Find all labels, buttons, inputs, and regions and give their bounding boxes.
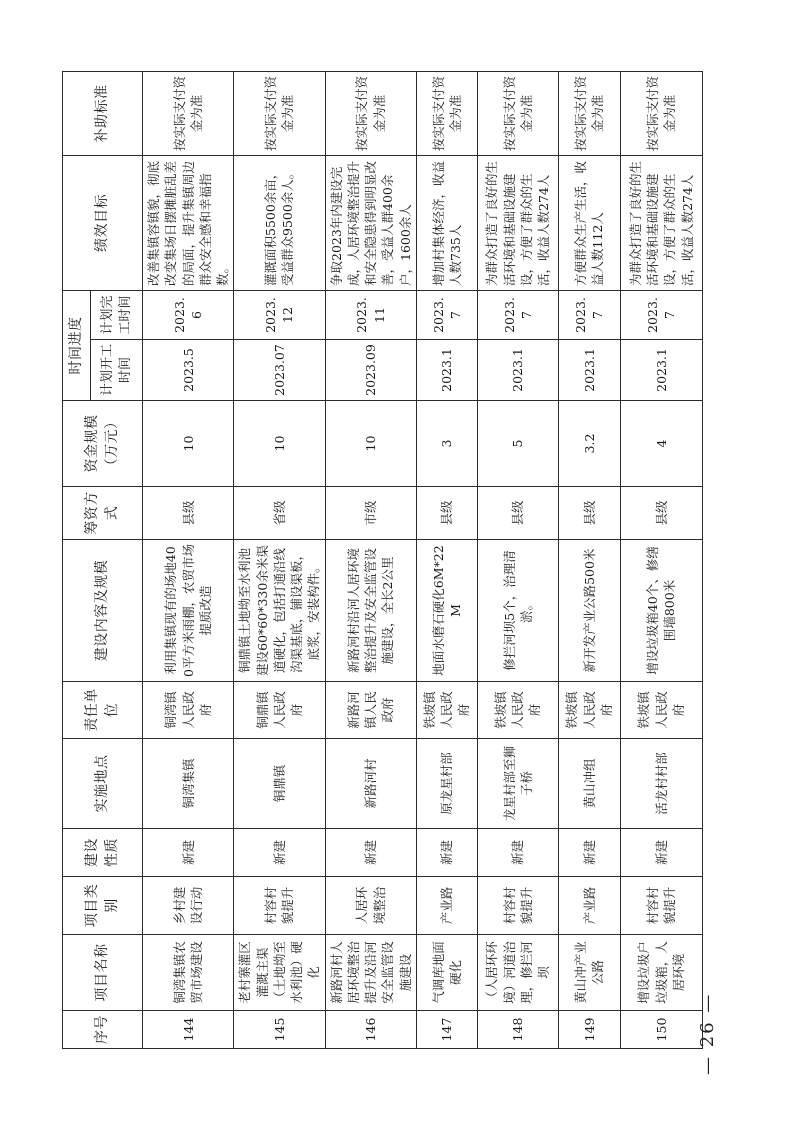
cell-start: 2023.1 [416, 340, 477, 401]
cell-content: 修拦河坝5个，治理清淤。 [477, 540, 558, 682]
cell-content: 地面水磨石硬化6M*22M [416, 540, 477, 682]
cell-nature: 新建 [477, 829, 558, 877]
cell-seq: 144 [143, 1011, 234, 1049]
cell-end: 2023.12 [234, 291, 325, 340]
cell-end: 2023.11 [325, 291, 416, 340]
cell-category: 村容村貌提升 [477, 877, 558, 935]
cell-name: 增设垃圾户垃圾箱，人居环境 [620, 935, 702, 1011]
cell-location: 黄山冲组 [558, 739, 620, 829]
cell-location: 铜湾集镇 [143, 739, 234, 829]
cell-nature: 新建 [620, 829, 702, 877]
cell-target: 改善集镇容镇貌，彻底改变集场日摆摊脏乱差的局面，提升集镇周边群众安全感和幸福指数。 [143, 156, 234, 291]
project-table [62, 71, 703, 1049]
cell-subsidy: 按实际支付资金为准 [558, 72, 620, 156]
cell-seq: 145 [234, 1011, 325, 1049]
cell-start: 2023.07 [234, 340, 325, 401]
cell-nature: 新建 [143, 829, 234, 877]
table-row [234, 72, 325, 1049]
cell-subsidy: 按实际支付资金为准 [416, 72, 477, 156]
cell-location: 原龙星村部 [416, 739, 477, 829]
cell-category: 乡村建设行动 [143, 877, 234, 935]
cell-funding-scale: 3.2 [558, 401, 620, 487]
cell-unit: 铁坡镇人民政府 [477, 682, 558, 739]
cell-subsidy: 按实际支付资金为准 [477, 72, 558, 156]
cell-funding-method: 省级 [234, 487, 325, 540]
cell-end: 2023.7 [620, 291, 702, 340]
table-row [477, 72, 558, 1049]
cell-target: 争取2023年内建设完成，人居环境整治提升和安全隐患得到明显改善，受益人群400余户，1600余人 [325, 156, 416, 291]
table-row [620, 72, 702, 1049]
header-funding-scale: 资金规模（万元） [63, 401, 143, 487]
table-row [325, 72, 416, 1049]
cell-seq: 146 [325, 1011, 416, 1049]
cell-category: 产业路 [558, 877, 620, 935]
cell-name: 黄山冲产业公路 [558, 935, 620, 1011]
cell-funding-method: 县级 [416, 487, 477, 540]
cell-funding-scale: 10 [325, 401, 416, 487]
cell-funding-scale: 10 [143, 401, 234, 487]
cell-target: 增加村集体经济，收益人数735人 [416, 156, 477, 291]
table-row [558, 72, 620, 1049]
cell-name: （人居环环境）河道治理，修拦河坝 [477, 935, 558, 1011]
cell-location: 铜鼎镇 [234, 739, 325, 829]
cell-unit: 新路河镇人民政府 [325, 682, 416, 739]
cell-content: 铜鼎镇土地坳至水利池建设60*60*330余米渠道硬化，包括打通沿线沟渠基底，铺设渠板，底浆，安装构件。 [234, 540, 325, 682]
cell-seq: 150 [620, 1011, 702, 1049]
cell-end: 2023.7 [477, 291, 558, 340]
table-row [143, 72, 234, 1049]
cell-end: 2023.7 [416, 291, 477, 340]
cell-location: 活龙村村部 [620, 739, 702, 829]
page-number: — 26 — [697, 992, 718, 1075]
cell-start: 2023.5 [143, 340, 234, 401]
header-category: 项目类别 [63, 877, 143, 935]
header-location: 实施地点 [63, 739, 143, 829]
cell-nature: 新建 [234, 829, 325, 877]
cell-content: 增设垃圾箱40个、修缮围墙800米 [620, 540, 702, 682]
cell-start: 2023.1 [558, 340, 620, 401]
cell-funding-scale: 4 [620, 401, 702, 487]
cell-target: 为群众打造了良好的生活环境和基础设施建设，方便了群众的生活，收益人数274人 [477, 156, 558, 291]
header-nature: 建设性质 [63, 829, 143, 877]
cell-funding-scale: 5 [477, 401, 558, 487]
header-subsidy: 补助标准 [63, 72, 143, 156]
cell-location: 新路河村 [325, 739, 416, 829]
cell-start: 2023.09 [325, 340, 416, 401]
cell-unit: 铜湾镇人民政府 [143, 682, 234, 739]
cell-funding-method: 县级 [558, 487, 620, 540]
cell-name: 新路河村人居环境整治提升及沿河安全监管设施建设 [325, 935, 416, 1011]
cell-start: 2023.1 [620, 340, 702, 401]
cell-unit: 铜鼎镇人民政府 [234, 682, 325, 739]
cell-seq: 148 [477, 1011, 558, 1049]
cell-nature: 新建 [325, 829, 416, 877]
cell-content: 利用集镇现有的场地400平方米雨棚，农贸市场提质改造 [143, 540, 234, 682]
cell-name: 老村寨灌区灌溉主渠（土地坳至水利池）硬化 [234, 935, 325, 1011]
cell-category: 村容村貌提升 [234, 877, 325, 935]
header-name: 项目名称 [63, 935, 143, 1011]
cell-unit: 铁坡镇人民政府 [416, 682, 477, 739]
header-funding-method: 筹资方式 [63, 487, 143, 540]
cell-nature: 新建 [416, 829, 477, 877]
cell-target: 灌溉面积5500余亩，受益群众9500余人。 [234, 156, 325, 291]
cell-subsidy: 按实际支付资金为准 [325, 72, 416, 156]
cell-funding-method: 市级 [325, 487, 416, 540]
header-target: 绩效目标 [63, 156, 143, 291]
cell-funding-scale: 10 [234, 401, 325, 487]
header-unit: 责任单位 [63, 682, 143, 739]
cell-end: 2023.7 [558, 291, 620, 340]
cell-funding-method: 县级 [143, 487, 234, 540]
cell-category: 村容村貌提升 [620, 877, 702, 935]
table-row [416, 72, 477, 1049]
cell-name: 气调库地面硬化 [416, 935, 477, 1011]
cell-unit: 铁坡镇人民政府 [620, 682, 702, 739]
cell-content: 新开发产业公路500米 [558, 540, 620, 682]
cell-location: 龙星村部至狮子桥 [477, 739, 558, 829]
cell-target: 为群众打造了良好的生活环境和基础设施建设，方便了群众的生活，收益人数274人 [620, 156, 702, 291]
cell-name: 铜湾集镇农贸市场建设 [143, 935, 234, 1011]
cell-nature: 新建 [558, 829, 620, 877]
header-seq: 序号 [63, 1011, 143, 1049]
cell-seq: 149 [558, 1011, 620, 1049]
header-start: 计划开工时间 [91, 340, 143, 401]
cell-content: 新路河村沿河人居环境整治提升及安全监管设施建设，全长2公里 [325, 540, 416, 682]
header-schedule: 时间进度 [63, 291, 91, 401]
cell-end: 2023.6 [143, 291, 234, 340]
cell-subsidy: 按实际支付资金为准 [143, 72, 234, 156]
cell-category: 产业路 [416, 877, 477, 935]
header-content: 建设内容及规模 [63, 540, 143, 682]
cell-unit: 铁坡镇人民政府 [558, 682, 620, 739]
cell-target: 方便群众生产生活，收益人数112人 [558, 156, 620, 291]
cell-category: 人居环境整治 [325, 877, 416, 935]
cell-funding-method: 县级 [477, 487, 558, 540]
header-row-top [63, 72, 91, 1049]
cell-start: 2023.1 [477, 340, 558, 401]
cell-subsidy: 按实际支付资金为准 [620, 72, 702, 156]
cell-seq: 147 [416, 1011, 477, 1049]
cell-subsidy: 按实际支付资金为准 [234, 72, 325, 156]
cell-funding-scale: 3 [416, 401, 477, 487]
header-end: 计划完工时间 [91, 291, 143, 340]
cell-funding-method: 县级 [620, 487, 702, 540]
